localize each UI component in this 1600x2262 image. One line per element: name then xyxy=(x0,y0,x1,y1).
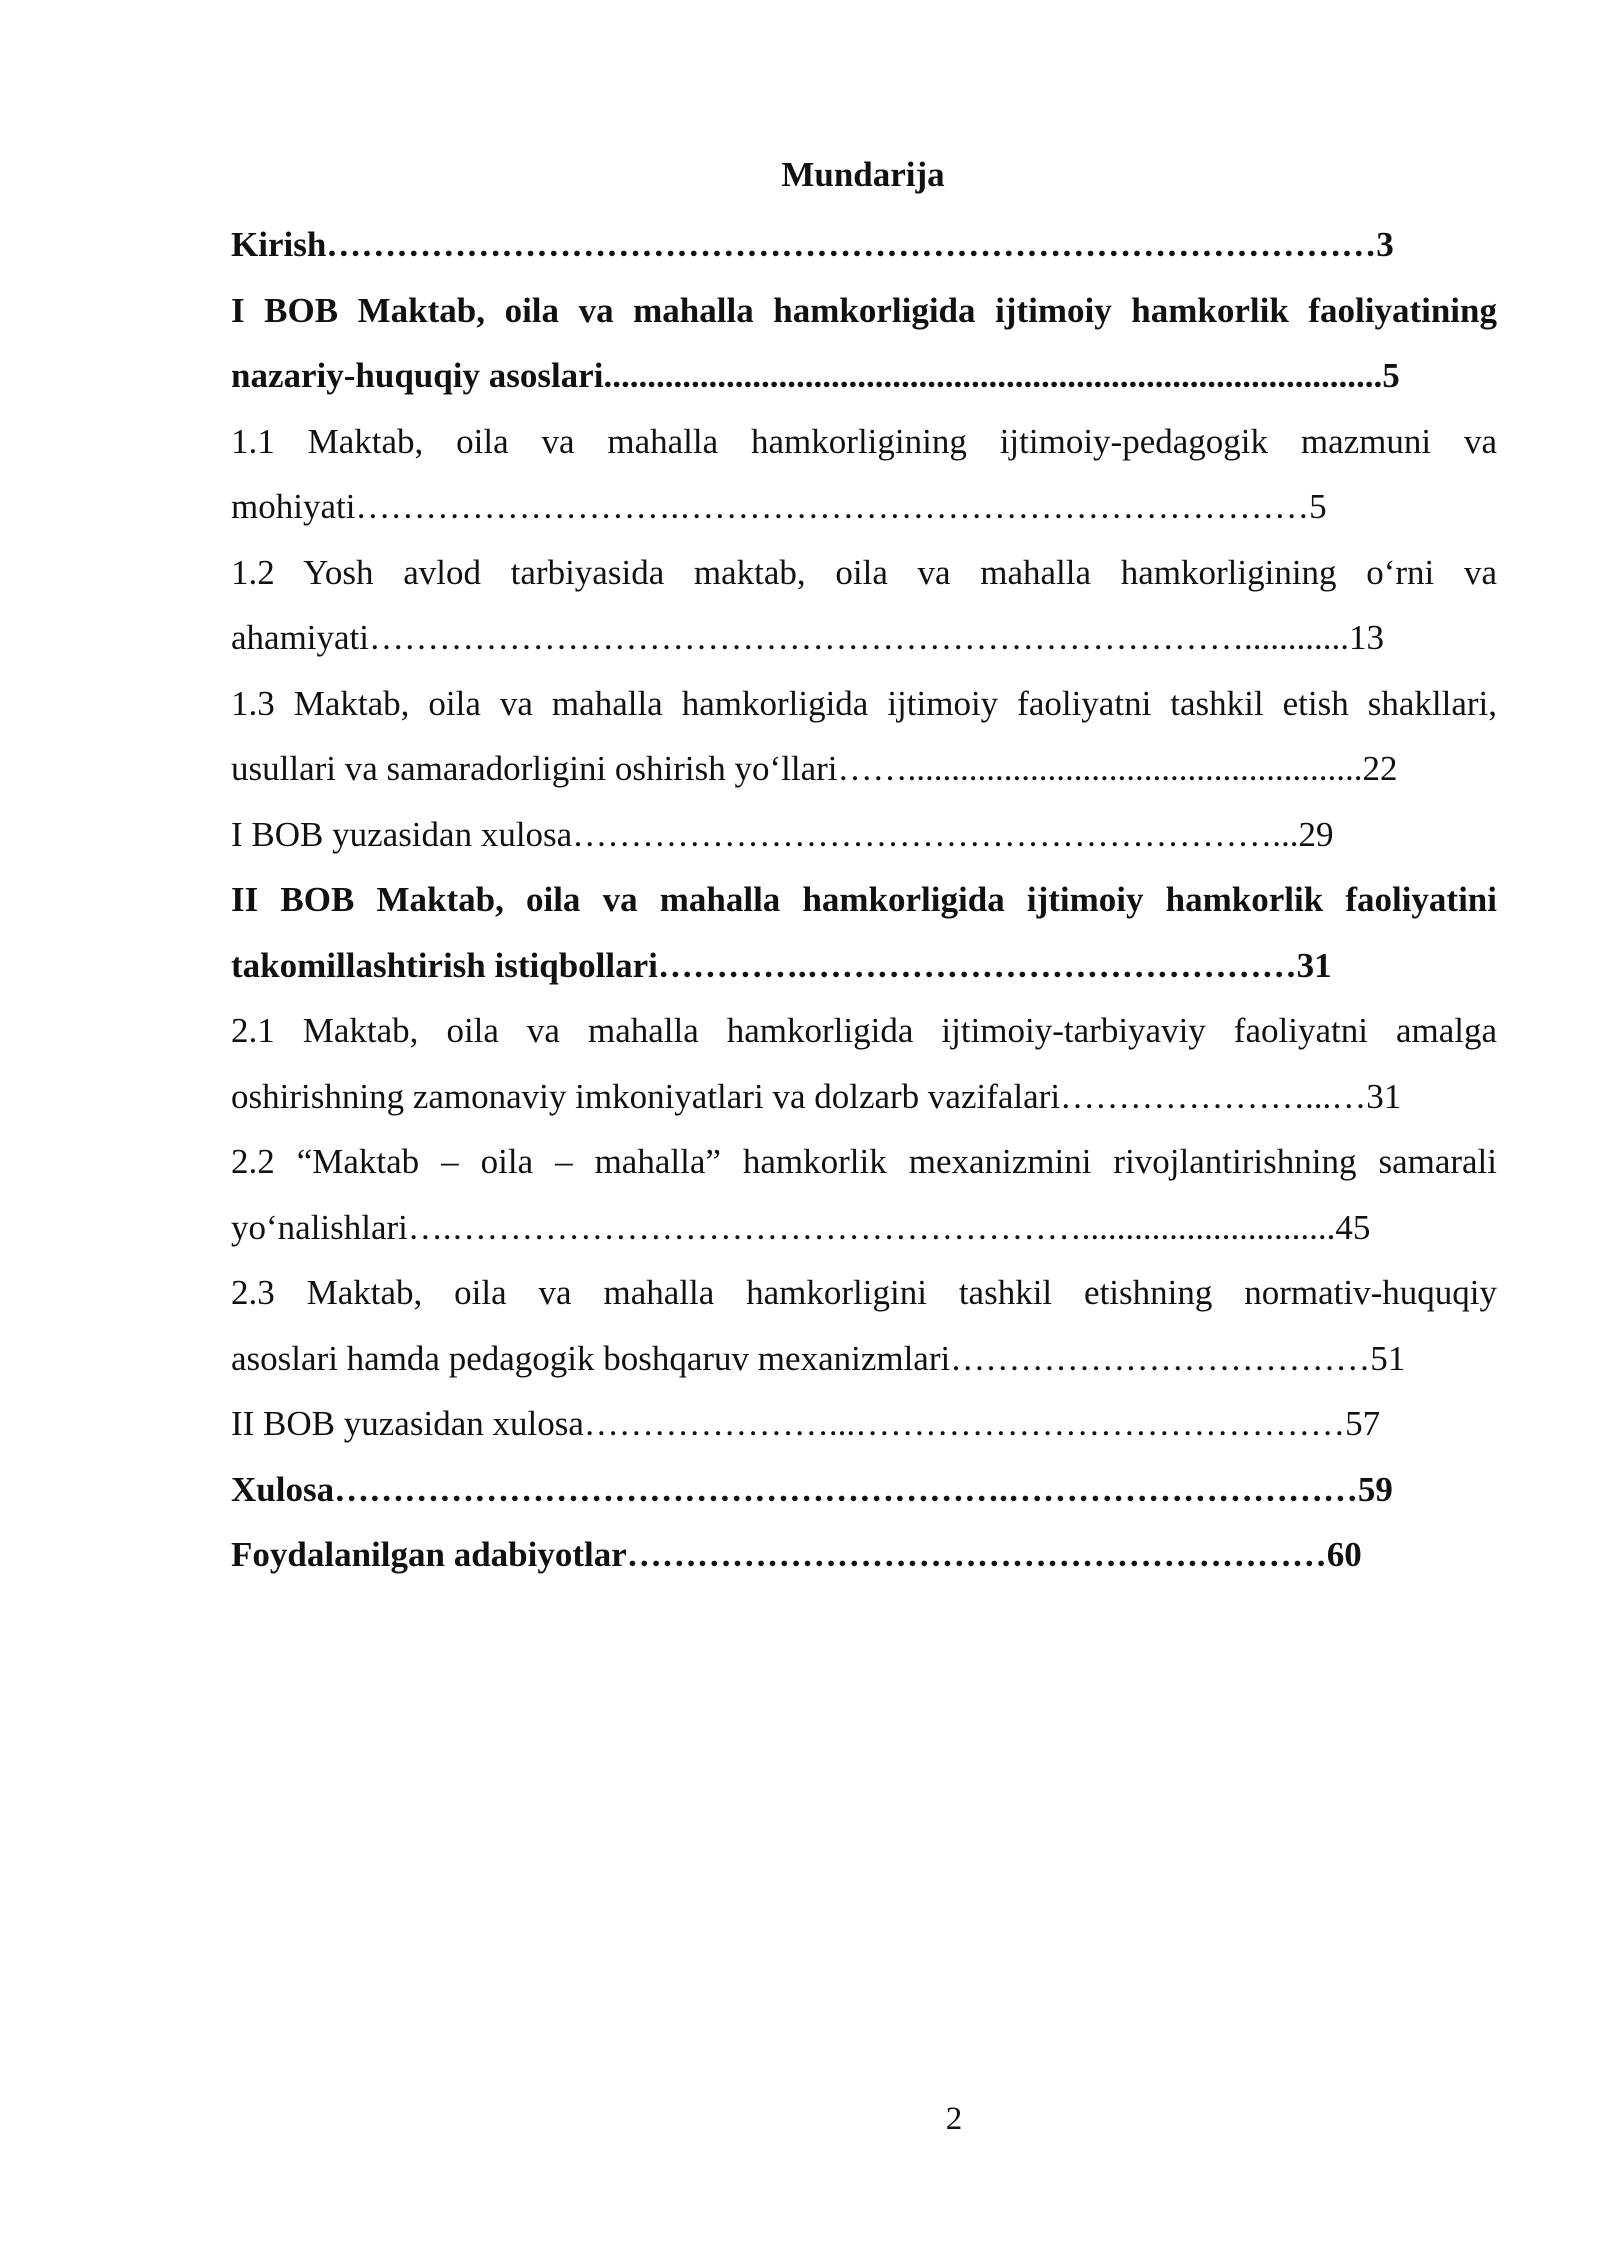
toc-entry-line: Kirish………………………………………………………………………………3 xyxy=(231,225,1394,264)
toc-entry-line: takomillashtirish istiqbollari………….……………………………………31 xyxy=(231,945,1332,985)
toc-entry-line: 1.2 Yosh avlod tarbiyasida maktab, oila va mahalla hamkorligining o‘rni va xyxy=(231,552,1497,592)
toc-entry-line: oshirishning zamonaviy imkoniyatlari va dolzarb vazifalari…………………...…31 xyxy=(231,1076,1402,1116)
toc-entry-line: yo‘nalishlari….……………………………………………….............................45 xyxy=(231,1207,1371,1247)
table-of-contents xyxy=(231,212,1497,1588)
toc-entry-line: asoslari hamda pedagogik boshqaruv mexanizmlari………………………………51 xyxy=(231,1338,1406,1378)
toc-entry[interactable] xyxy=(231,212,1497,278)
toc-entry-line: usullari va samaradorligini oshirish yo‘llari……....................................................22 xyxy=(231,749,1398,788)
toc-entry-line: 2.2 “Maktab – oila – mahalla” hamkorlik mexanizmini rivojlantirishning samarali xyxy=(231,1142,1497,1181)
toc-entry[interactable] xyxy=(231,409,1497,540)
toc-entry[interactable] xyxy=(231,802,1497,868)
toc-entry-line: Xulosa………………………………………………….…………………………59 xyxy=(231,1469,1393,1509)
toc-entry[interactable] xyxy=(231,1522,1497,1588)
toc-entry[interactable] xyxy=(231,867,1497,998)
toc-entry[interactable] xyxy=(231,1391,1497,1457)
toc-entry[interactable] xyxy=(231,1457,1497,1523)
toc-entry-line: 2.3 Maktab, oila va mahalla hamkorligini tashkil etishning normativ-huquqiy xyxy=(231,1273,1497,1312)
toc-entry-line: II BOB yuzasidan xulosa…………………...……………………………………57 xyxy=(231,1404,1381,1443)
toc-entry[interactable] xyxy=(231,278,1497,409)
toc-entry[interactable] xyxy=(231,1129,1497,1260)
toc-entry-line: I BOB yuzasidan xulosa……………………………………………………...29 xyxy=(231,814,1334,854)
toc-entry-line: 1.3 Maktab, oila va mahalla hamkorligida ijtimoiy faoliyatni tashkil etish shakllari, xyxy=(231,683,1497,723)
toc-entry-line: Foydalanilgan adabiyotlar……………………………………………………60 xyxy=(231,1535,1362,1574)
toc-entry-line: mohiyati……………………….………………………………………………5 xyxy=(231,487,1327,526)
toc-entry-line: ahamiyati…………………………………………………………………............13 xyxy=(231,618,1385,657)
toc-entry-line: 1.1 Maktab, oila va mahalla hamkorligining ijtimoiy-pedagogik mazmuni va xyxy=(231,421,1497,461)
page-number: 2 xyxy=(945,2101,963,2137)
toc-entry-line: nazariy-huquqiy asoslari.........................................................................................5 xyxy=(231,356,1400,395)
toc-entry[interactable] xyxy=(231,998,1497,1129)
toc-entry-line: I BOB Maktab, oila va mahalla hamkorligida ijtimoiy hamkorlik faoliyatining xyxy=(231,290,1497,330)
toc-entry[interactable] xyxy=(231,671,1497,802)
toc-entry[interactable] xyxy=(231,540,1497,671)
toc-entry-line: 2.1 Maktab, oila va mahalla hamkorligida ijtimoiy-tarbiyaviy faoliyatni amalga xyxy=(231,1011,1497,1050)
toc-entry[interactable] xyxy=(231,1260,1497,1391)
toc-entry-line: II BOB Maktab, oila va mahalla hamkorligida ijtimoiy hamkorlik faoliyatini xyxy=(231,880,1497,919)
page-title: Mundarija xyxy=(781,155,945,194)
